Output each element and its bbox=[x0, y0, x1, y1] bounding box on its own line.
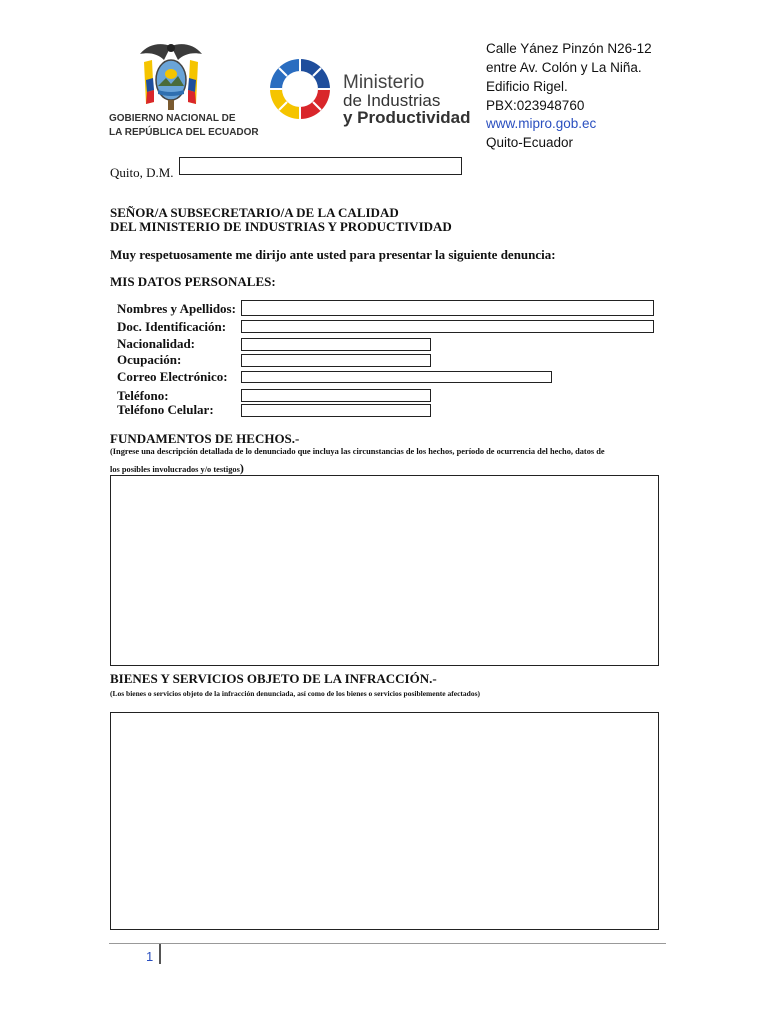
label-mobile-phone: Teléfono Celular: bbox=[117, 402, 214, 417]
address-line1: Calle Yánez Pinzón N26-12 bbox=[486, 41, 652, 56]
intro-text: Muy respetuosamente me dirijo ante usted para presentar la siguiente denuncia: bbox=[110, 247, 556, 262]
page-number-divider bbox=[159, 944, 161, 964]
facts-instructions-text: los posibles involucrados y/o testigos bbox=[110, 465, 240, 474]
facts-instructions-close: ) bbox=[239, 461, 244, 475]
email-field[interactable] bbox=[241, 371, 552, 383]
facts-textarea[interactable] bbox=[110, 475, 659, 666]
date-field[interactable] bbox=[179, 157, 462, 175]
goods-heading: BIENES Y SERVICIOS OBJETO DE LA INFRACCIÓN.- bbox=[110, 671, 437, 686]
ecuador-coat-of-arms-icon bbox=[138, 40, 204, 112]
government-name-line1: GOBIERNO NACIONAL DE bbox=[109, 113, 236, 124]
goods-textarea[interactable] bbox=[110, 712, 659, 930]
government-name-line2: LA REPÚBLICA DEL ECUADOR bbox=[109, 127, 259, 138]
label-id-document: Doc. Identificación: bbox=[117, 319, 227, 334]
occupation-field[interactable] bbox=[241, 354, 431, 367]
ministry-name-line3: y Productividad bbox=[343, 108, 471, 127]
label-nationality: Nacionalidad: bbox=[117, 336, 196, 351]
goods-instructions: (Los bienes o servicios objeto de la infracción denunciada, así como de los bienes o servicios posiblemente afectados) bbox=[110, 689, 480, 698]
recipient-line1: SEÑOR/A SUBSECRETARIO/A DE LA CALIDAD bbox=[110, 205, 399, 220]
website-link[interactable]: www.mipro.gob.ec bbox=[486, 116, 597, 131]
phone-number: PBX:023948760 bbox=[486, 98, 585, 113]
facts-instructions-line2 bbox=[110, 461, 244, 476]
date-label: Quito, D.M. bbox=[110, 165, 174, 180]
label-phone: Teléfono: bbox=[117, 388, 169, 403]
recipient-line2: DEL MINISTERIO DE INDUSTRIAS Y PRODUCTIVIDAD bbox=[110, 219, 452, 234]
nationality-field[interactable] bbox=[241, 338, 431, 351]
label-email: Correo Electrónico: bbox=[117, 369, 228, 384]
facts-heading: FUNDAMENTOS DE HECHOS.- bbox=[110, 431, 300, 446]
page-number: 1 bbox=[146, 949, 154, 964]
address-line3: Edificio Rigel. bbox=[486, 79, 568, 94]
facts-instructions-line1: (Ingrese una descripción detallada de lo denunciado que incluya las circunstancias de los hechos, período de ocurrencia del hecho, datos de bbox=[110, 447, 605, 456]
personal-data-heading: MIS DATOS PERSONALES: bbox=[110, 274, 276, 289]
full-name-field[interactable] bbox=[241, 300, 654, 316]
mobile-phone-field[interactable] bbox=[241, 404, 431, 417]
city-label: Quito-Ecuador bbox=[486, 135, 574, 150]
ministry-name-line1: Ministerio bbox=[343, 72, 425, 93]
footer-rule bbox=[109, 943, 666, 944]
address-line2: entre Av. Colón y La Niña. bbox=[486, 60, 642, 75]
phone-field[interactable] bbox=[241, 389, 431, 402]
mipro-swirl-logo-icon bbox=[266, 55, 334, 123]
label-occupation: Ocupación: bbox=[117, 352, 182, 367]
id-document-field[interactable] bbox=[241, 320, 654, 333]
ministry-name-line2: de Industrias bbox=[343, 91, 441, 110]
label-full-name: Nombres y Apellidos: bbox=[117, 301, 236, 316]
